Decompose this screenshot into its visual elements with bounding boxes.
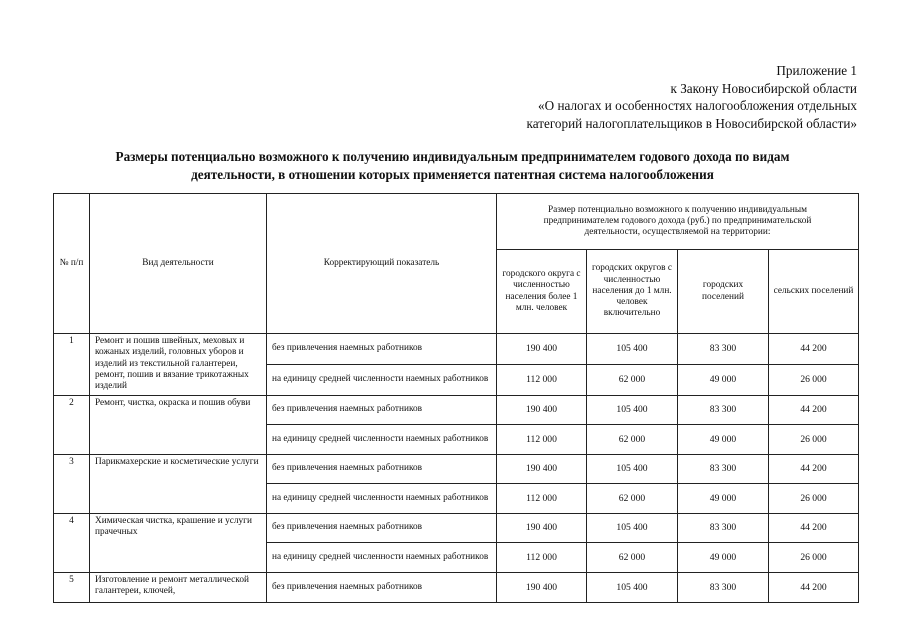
value-cell: 44 200 bbox=[769, 396, 859, 425]
value-cell: 105 400 bbox=[587, 396, 678, 425]
value-cell: 190 400 bbox=[497, 396, 587, 425]
row-activity bbox=[90, 334, 267, 396]
row-activity: Химическая чистка, крашение и услуги прачечных bbox=[90, 514, 267, 573]
value-cell: 44 200 bbox=[769, 514, 859, 543]
table-row bbox=[54, 573, 859, 603]
row-indicator: без привлечения наемных работников bbox=[267, 396, 497, 425]
value-cell: 62 000 bbox=[587, 365, 678, 396]
row-number: 1 bbox=[54, 334, 90, 396]
table-row bbox=[54, 334, 859, 365]
value-cell: 190 400 bbox=[497, 514, 587, 543]
appendix-line-4: категорий налогоплательщиков в Новосибирской области» bbox=[526, 115, 857, 131]
activity-text: Ремонт и пошив швейных, меховых и кожаных изделий, головных уборов и изделий из текстильной галантереи, ремонт, пошив и вязание трикотажных изделий bbox=[95, 336, 249, 392]
value-cell: 190 400 bbox=[497, 573, 587, 603]
value-cell: 26 000 bbox=[769, 484, 859, 514]
document-title bbox=[40, 148, 865, 183]
row-indicator: без привлечения наемных работников bbox=[267, 573, 497, 603]
row-indicator: на единицу средней численности наемных работников bbox=[267, 365, 497, 396]
header-activity: Вид деятельности bbox=[90, 194, 267, 334]
row-activity: Изготовление и ремонт металлической галантереи, ключей, bbox=[90, 573, 267, 603]
title-line-1: Размеры потенциально возможного к получению индивидуальным предпринимателем годового дохода по видам bbox=[115, 149, 790, 164]
value-cell: 83 300 bbox=[678, 573, 769, 603]
header-col-city: городских округов с численностью населения до 1 млн. человек включительно bbox=[587, 250, 678, 334]
header-col-urban: городских поселений bbox=[678, 250, 769, 334]
value-cell: 105 400 bbox=[587, 514, 678, 543]
value-cell: 49 000 bbox=[678, 425, 769, 455]
value-cell: 112 000 bbox=[497, 365, 587, 396]
value-cell: 112 000 bbox=[497, 543, 587, 573]
value-cell: 190 400 bbox=[497, 455, 587, 484]
row-activity: Ремонт, чистка, окраска и пошив обуви bbox=[90, 396, 267, 455]
value-cell: 105 400 bbox=[587, 334, 678, 365]
row-indicator: без привлечения наемных работников bbox=[267, 455, 497, 484]
row-indicator: на единицу средней численности наемных работников bbox=[267, 484, 497, 514]
title-line-2: деятельности, в отношении которых применяется патентная система налогообложения bbox=[191, 166, 714, 182]
row-indicator: без привлечения наемных работников bbox=[267, 514, 497, 543]
value-cell: 62 000 bbox=[587, 484, 678, 514]
appendix-line-2: к Закону Новосибирской области bbox=[670, 80, 857, 96]
appendix-line-1: Приложение 1 bbox=[776, 63, 857, 78]
value-cell: 62 000 bbox=[587, 543, 678, 573]
value-cell: 62 000 bbox=[587, 425, 678, 455]
table-row bbox=[54, 396, 859, 425]
value-cell: 112 000 bbox=[497, 484, 587, 514]
value-cell: 49 000 bbox=[678, 543, 769, 573]
header-number: № п/п bbox=[54, 194, 90, 334]
income-table bbox=[53, 193, 859, 603]
value-cell: 112 000 bbox=[497, 425, 587, 455]
value-cell: 44 200 bbox=[769, 455, 859, 484]
value-cell: 49 000 bbox=[678, 365, 769, 396]
row-indicator: на единицу средней численности наемных работников bbox=[267, 543, 497, 573]
value-cell: 83 300 bbox=[678, 514, 769, 543]
row-number: 2 bbox=[54, 396, 90, 455]
value-cell: 44 200 bbox=[769, 573, 859, 603]
row-indicator: без привлечения наемных работников bbox=[267, 334, 497, 365]
row-indicator: на единицу средней численности наемных работников bbox=[267, 425, 497, 455]
header-col-rural: сельских поселений bbox=[769, 250, 859, 334]
row-number: 4 bbox=[54, 514, 90, 573]
appendix-heading bbox=[526, 62, 857, 132]
table-row bbox=[54, 455, 859, 484]
value-cell: 190 400 bbox=[497, 334, 587, 365]
value-cell: 44 200 bbox=[769, 334, 859, 365]
value-cell: 49 000 bbox=[678, 484, 769, 514]
value-cell: 105 400 bbox=[587, 573, 678, 603]
header-indicator: Корректирующий показатель bbox=[267, 194, 497, 334]
header-col-large-city: городского округа с численностью населения более 1 млн. человек bbox=[497, 250, 587, 334]
value-cell: 83 300 bbox=[678, 396, 769, 425]
value-cell: 83 300 bbox=[678, 334, 769, 365]
value-cell: 26 000 bbox=[769, 365, 859, 396]
row-number: 3 bbox=[54, 455, 90, 514]
table-row bbox=[54, 514, 859, 543]
value-cell: 83 300 bbox=[678, 455, 769, 484]
row-number: 5 bbox=[54, 573, 90, 603]
row-activity: Парикмахерские и косметические услуги bbox=[90, 455, 267, 514]
header-income-group: Размер потенциально возможного к получению индивидуальным предпринимателем годового дохода (руб.) по предпринимательской деятельности, осуществляемой на территории: bbox=[497, 194, 859, 250]
value-cell: 26 000 bbox=[769, 425, 859, 455]
appendix-line-3: «О налогах и особенностях налогообложения отдельных bbox=[538, 98, 857, 113]
value-cell: 26 000 bbox=[769, 543, 859, 573]
value-cell: 105 400 bbox=[587, 455, 678, 484]
